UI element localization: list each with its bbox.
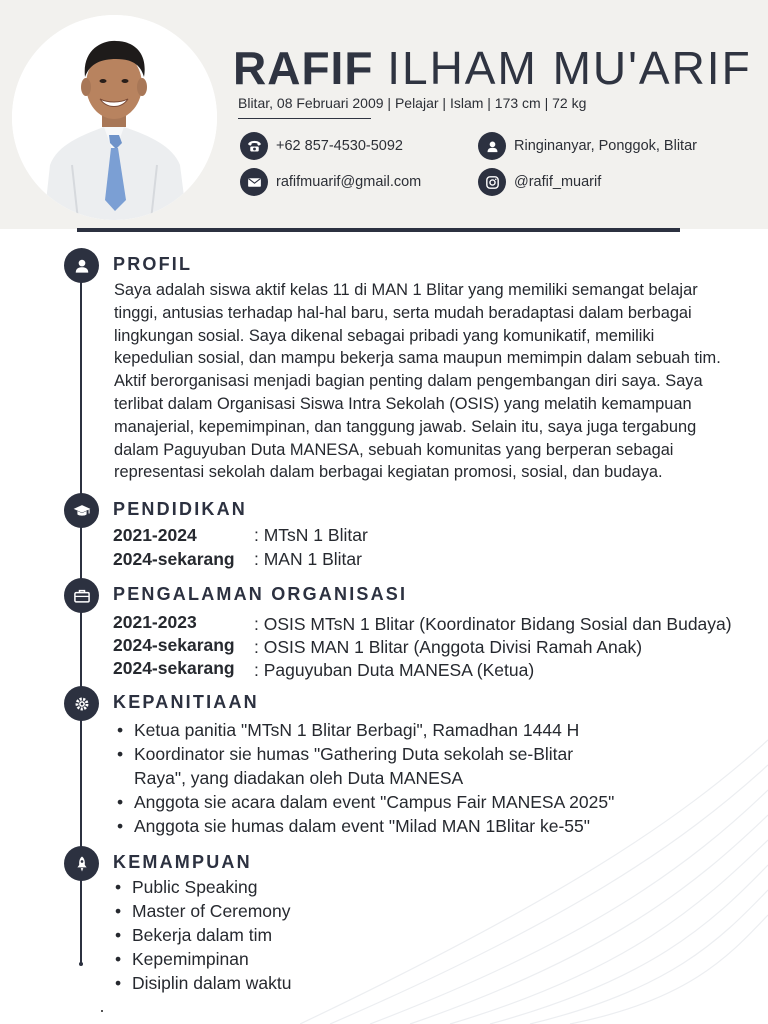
gear-icon	[64, 686, 99, 721]
email-text: rafifmuarif@gmail.com	[276, 174, 422, 190]
profil-line: manajerial, kepemimpinan, dan tanggung jawab. Selain itu, saya juga tergabung	[114, 417, 697, 436]
timeline-end-dot	[79, 962, 83, 966]
list-item: • Bekerja dalam tim	[112, 923, 292, 947]
organisasi-title: PENGALAMAN ORGANISASI	[113, 584, 408, 604]
contact-instagram	[478, 168, 601, 196]
info-underline	[238, 118, 371, 119]
list-item: • Anggota sie humas dalam event "Milad MAN 1Blitar ke-55"	[114, 814, 614, 838]
profil-line: Saya adalah siswa aktif kelas 11 di MAN 1 Blitar yang memiliki semangat belajar	[114, 281, 698, 299]
organization-year: 2024-sekarang	[113, 658, 235, 678]
list-item: • Disiplin dalam waktu	[112, 971, 292, 995]
phone-number: +62 857-4530-5092	[276, 138, 403, 154]
organization-year: 2021-2023	[113, 612, 197, 632]
profile-photo	[12, 15, 217, 220]
list-item: • Public Speaking	[112, 875, 292, 899]
graduation-cap-icon	[64, 493, 99, 528]
list-item: • Koordinator sie humas "Gathering Duta sekolah se-Blitar Raya", yang diadakan oleh Duta MANESA	[114, 742, 614, 790]
stray-dot	[101, 1010, 103, 1012]
organization-row	[113, 612, 732, 633]
last-name: ILHAM MU'ARIF	[387, 42, 752, 94]
education-year: 2024-sekarang	[113, 549, 235, 569]
organization-detail: : OSIS MAN 1 Blitar (Anggota Divisi Ramah Anak)	[254, 637, 643, 657]
list-item: • Ketua panitia "MTsN 1 Blitar Berbagi", Ramadhan 1444 H	[114, 718, 614, 742]
organization-year: 2024-sekarang	[113, 635, 235, 655]
profil-line: kepedulian sosial, dan mampu bekerja sama maupun memimpin dalam sebuah tim.	[114, 349, 721, 368]
organization-row	[113, 635, 642, 656]
rocket-icon	[64, 846, 99, 881]
organization-detail: : Paguyuban Duta MANESA (Ketua)	[254, 660, 535, 680]
first-name: RAFIF	[233, 42, 374, 94]
education-school: : MTsN 1 Blitar	[254, 525, 368, 545]
pendidikan-title: PENDIDIKAN	[113, 499, 248, 519]
organization-detail: : OSIS MTsN 1 Blitar (Koordinator Bidang Sosial dan Budaya)	[254, 614, 732, 634]
profil-line: tinggi, antusias terhadap hal-hal baru, serta mudah beradaptasi dalam berbagai	[114, 303, 692, 322]
full-name	[233, 40, 752, 96]
kepanitiaan-title: KEPANITIAAN	[113, 692, 259, 712]
location-person-icon	[478, 132, 506, 160]
skills-list	[112, 875, 292, 995]
instagram-icon	[478, 168, 506, 196]
profil-line: terlibat dalam Organisasi Siswa Intra Sekolah (OSIS) yang melatih kemampuan	[114, 394, 692, 413]
list-item: • Kepemimpinan	[112, 947, 292, 971]
contact-address	[478, 132, 697, 160]
kemampuan-title: KEMAMPUAN	[113, 852, 252, 872]
profil-title: PROFIL	[113, 254, 193, 274]
phone-icon	[240, 132, 268, 160]
education-row	[113, 549, 362, 570]
instagram-handle: @rafif_muarif	[514, 174, 602, 190]
education-school: : MAN 1 Blitar	[254, 549, 362, 569]
contact-email	[240, 168, 421, 196]
user-icon	[64, 248, 99, 283]
mail-icon	[240, 168, 268, 196]
personal-info: Blitar, 08 Februari 2009 | Pelajar | Islam | 173 cm | 72 kg	[238, 95, 587, 111]
profil-line: dalam Paguyuban Duta MANESA, sebuah komunitas yang berperan sebagai	[114, 440, 674, 459]
profil-text	[114, 279, 768, 484]
briefcase-icon	[64, 578, 99, 613]
header-divider	[77, 228, 680, 232]
address-text: Ringinanyar, Ponggok, Blitar	[514, 138, 697, 154]
profil-line: representasi sekolah dalam berbagai kegiatan promosi, sosial, dan budaya.	[114, 463, 663, 482]
list-item: • Master of Ceremony	[112, 899, 292, 923]
committee-list	[114, 718, 614, 838]
education-row	[113, 525, 368, 546]
organization-row	[113, 658, 534, 679]
list-item: • Anggota sie acara dalam event "Campus Fair MANESA 2025"	[114, 790, 614, 814]
profil-line: Aktif berorganisasi menjadi bagian penting dalam pengembangan diri saya. Saya	[114, 372, 703, 391]
contact-phone	[240, 132, 403, 160]
education-year: 2021-2024	[113, 525, 197, 545]
profil-line: lingkungan sosial. Saya dikenal sebagai pribadi yang komunikatif, memiliki	[114, 326, 655, 345]
